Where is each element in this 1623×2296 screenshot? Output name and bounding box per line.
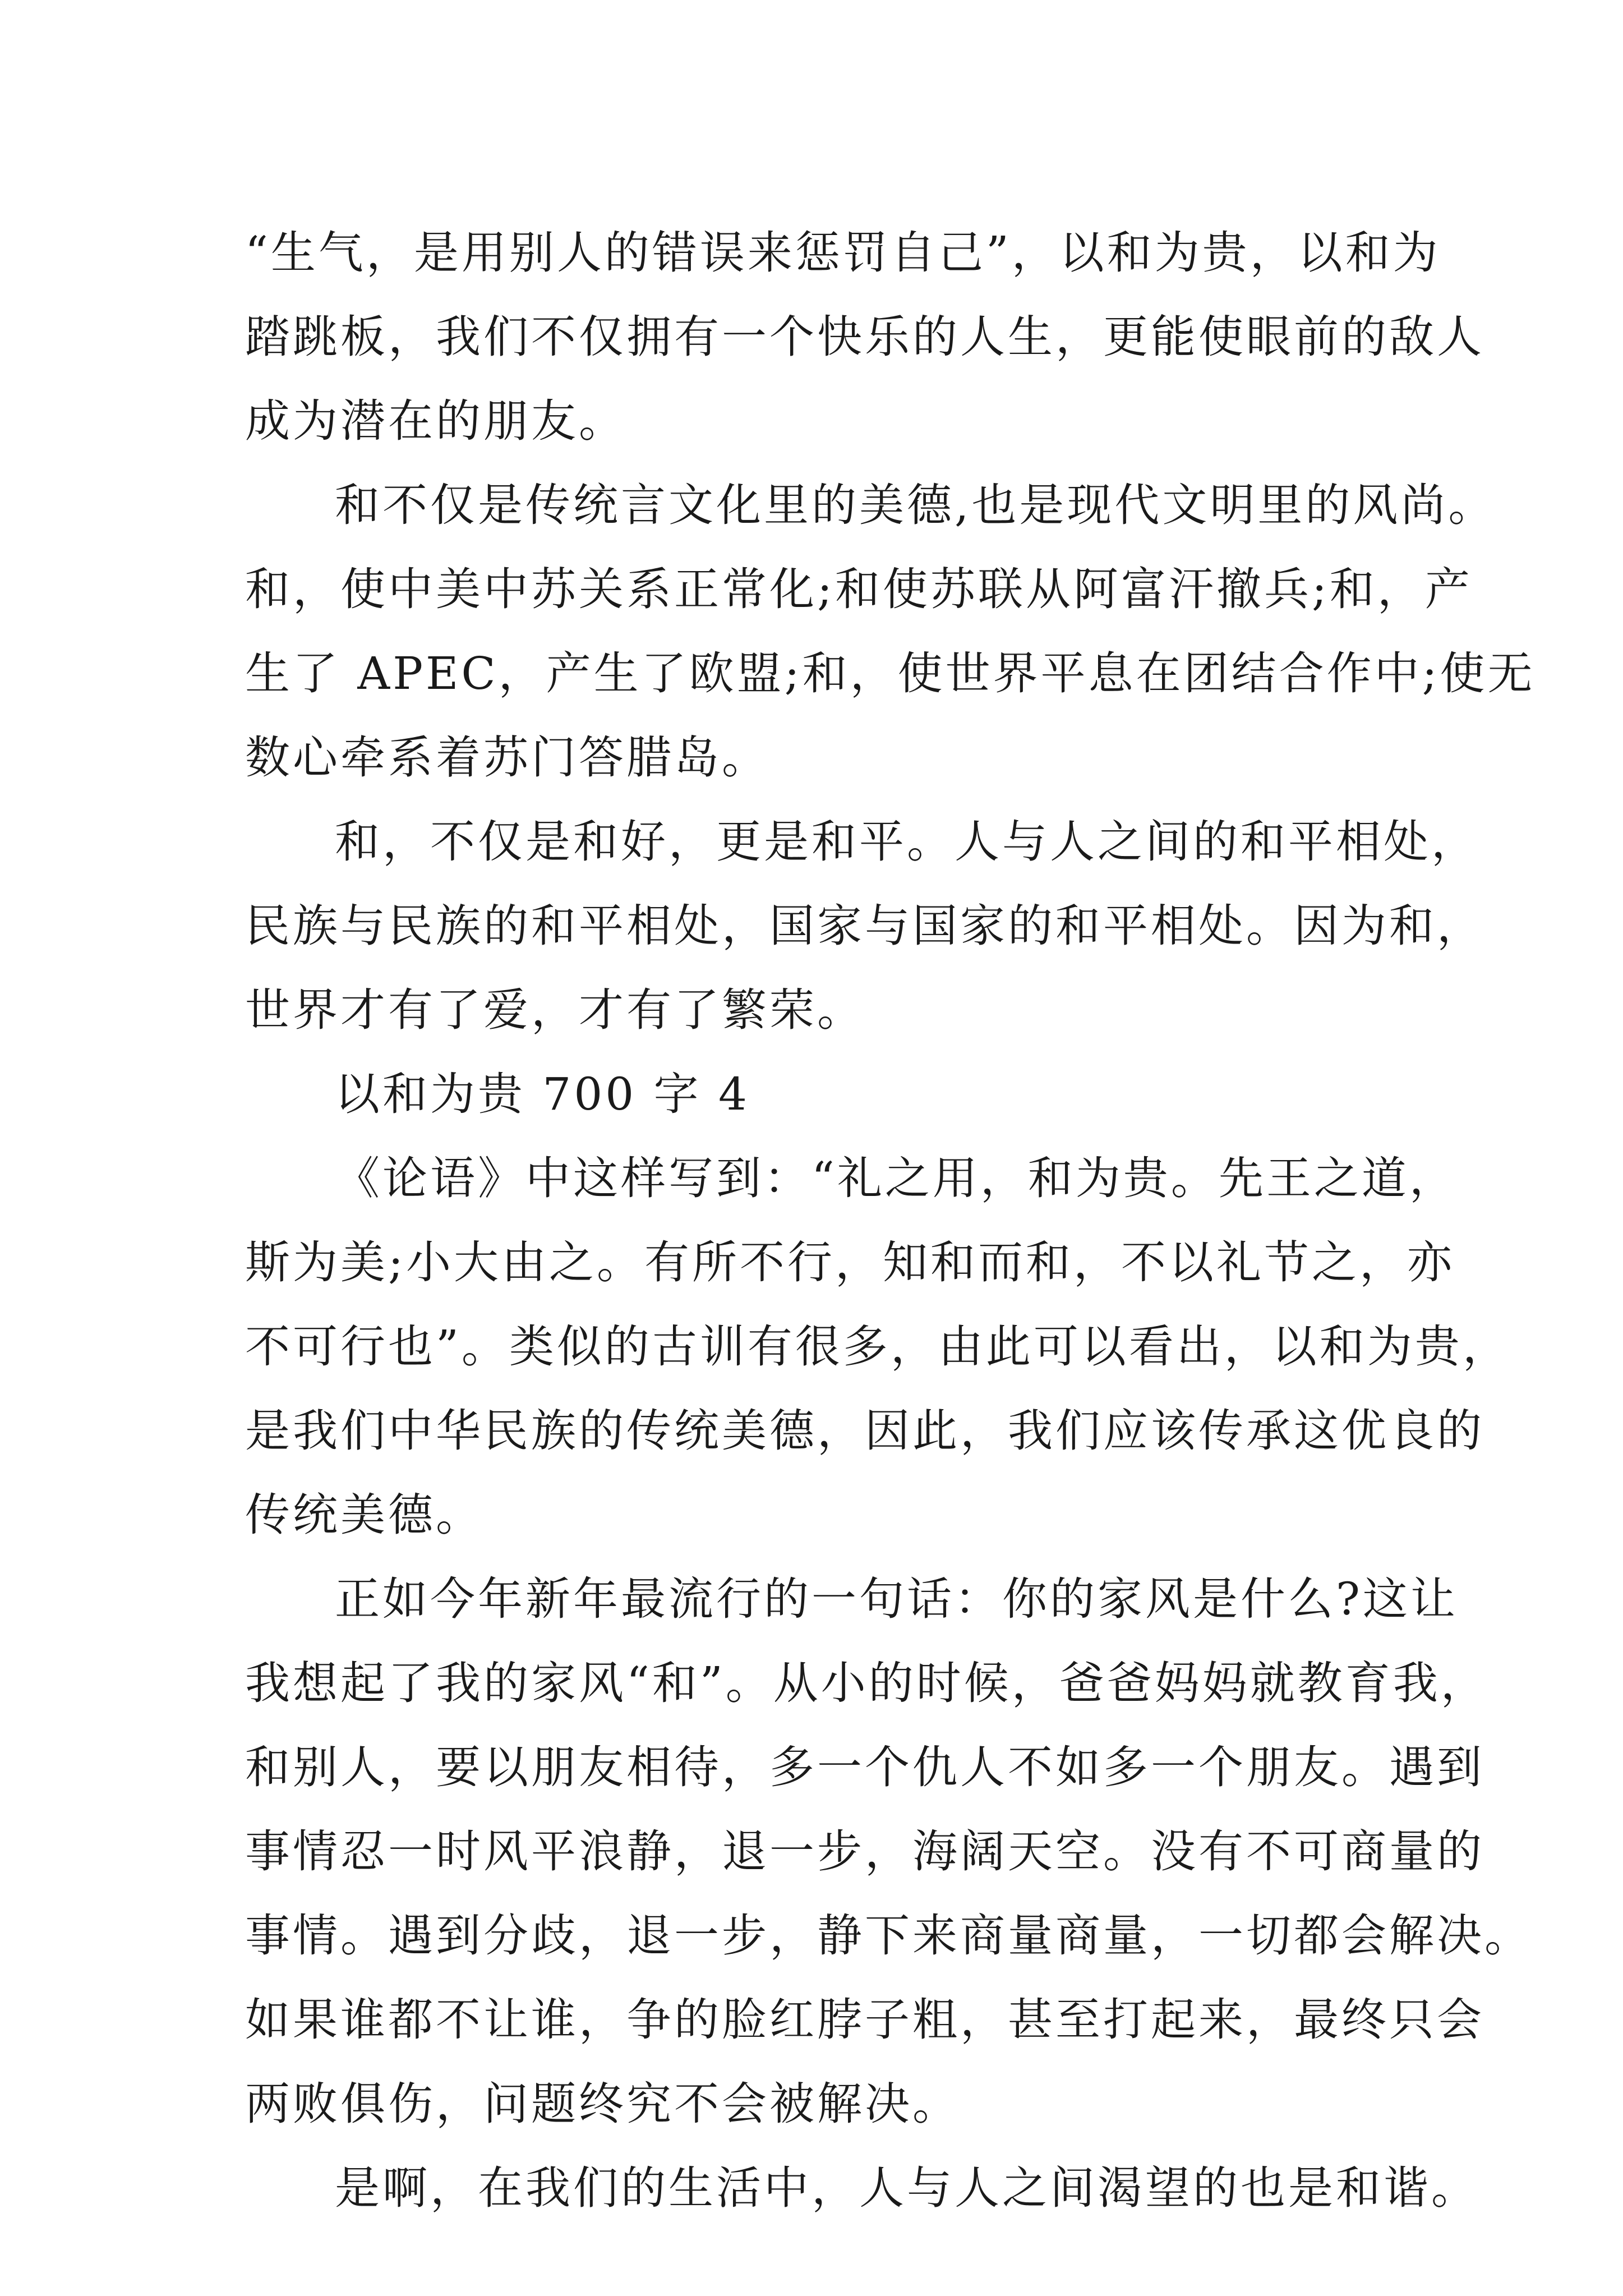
text-line: 斯为美;小大由之。有所不行，知和而和，不以礼节之，亦: [245, 1236, 1455, 1289]
document-body: [245, 211, 1536, 2230]
text-line: 《论语》中这样写到：“礼之用，和为贵。先王之道，: [335, 1152, 1457, 1204]
text-line: 踏跳板，我们不仅拥有一个快乐的人生，更能使眼前的敌人: [245, 311, 1484, 363]
text-line: 和，使中美中苏关系正常化;和使苏联从阿富汗撤兵;和，产: [245, 563, 1473, 615]
text-line: 生了 APEC，产生了欧盟;和，使世界平息在团结合作中;使无: [245, 647, 1536, 700]
section-heading: [245, 1052, 1409, 1137]
text-line: 民族与民族的和平相处，国家与国家的和平相处。因为和，: [245, 900, 1484, 952]
paragraph: [245, 463, 1536, 800]
text-line: “生气，是用别人的错误来惩罚自己”，以和为贵，以和为: [245, 227, 1441, 279]
text-line: 成为潜在的朋友。: [245, 395, 626, 447]
paragraph: [245, 800, 1484, 1052]
text-line: 和，不仅是和好，更是和平。人与人之间的和平相处，: [335, 816, 1479, 868]
text-line: 正如今年新年最流行的一句话：你的家风是什么?这让: [335, 1573, 1458, 1625]
text-line: 不可行也”。类似的古训有很多，由此可以看出，以和为贵，: [245, 1320, 1510, 1373]
text-line: 事情。遇到分歧，退一步，静下来商量商量，一切都会解决。: [245, 1910, 1532, 1962]
text-line: 事情忍一时风平浪静，退一步，海阔天空。没有不可商量的: [245, 1825, 1484, 1878]
text-line: 和不仅是传统言文化里的美德,也是现代文明里的风尚。: [335, 479, 1496, 531]
text-line: 传统美德。: [245, 1489, 483, 1541]
paragraph: [245, 1557, 1532, 2146]
text-line: 数心牵系着苏门答腊岛。: [245, 731, 769, 784]
paragraph: [245, 211, 1484, 463]
text-line: 以和为贵 700 字 4: [335, 1068, 750, 1120]
text-line: 和别人，要以朋友相待，多一个仇人不如多一个朋友。遇到: [245, 1741, 1484, 1793]
text-line: 我想起了我的家风“和”。从小的时候，爸爸妈妈就教育我，: [245, 1657, 1488, 1709]
text-line: 两败俱伤，问题终究不会被解决。: [245, 2078, 960, 2130]
paragraph: [245, 1137, 1510, 1557]
paragraph: [245, 2146, 1479, 2230]
text-line: 是啊，在我们的生活中，人与人之间渴望的也是和谐。: [335, 2162, 1479, 2214]
text-line: 世界才有了爱，才有了繁荣。: [245, 984, 865, 1036]
text-line: 是我们中华民族的传统美德，因此，我们应该传承这优良的: [245, 1405, 1484, 1457]
text-line: 如果谁都不让谁，争的脸红脖子粗，甚至打起来，最终只会: [245, 1994, 1484, 2046]
